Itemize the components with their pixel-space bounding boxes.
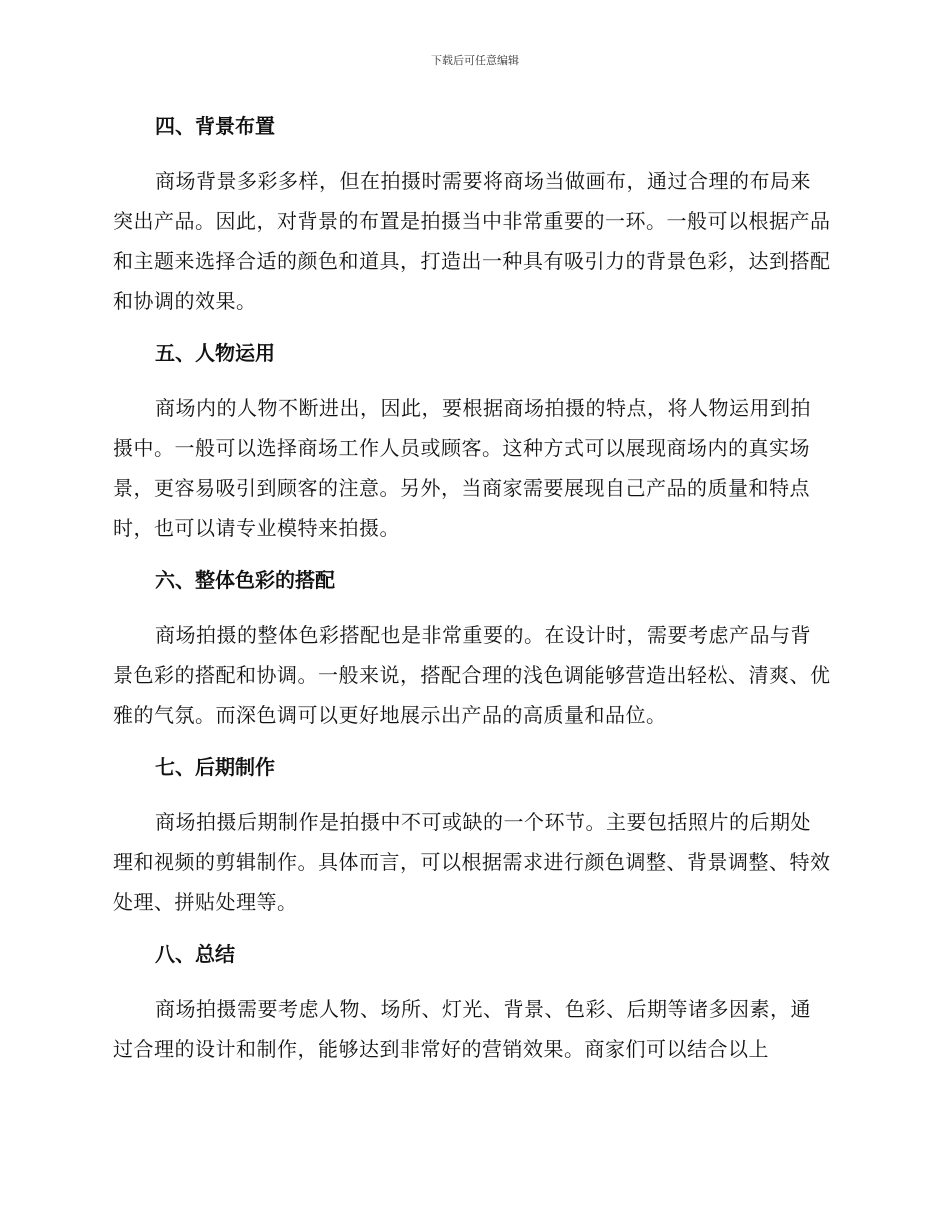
section-summary: [113, 934, 831, 1069]
section-paragraph: 商场拍摄的整体色彩搭配也是非常重要的。在设计时，需要考虑产品与背景色彩的搭配和协调。一般来说，搭配合理的浅色调能够营造出轻松、清爽、优雅的气氛。而深色调可以更好地展示出产品的高质量和品位。: [113, 623, 831, 727]
section-paragraph: 商场内的人物不断进出，因此，要根据商场拍摄的特点，将人物运用到拍摄中。一般可以选择商场工作人员或顾客。这种方式可以展现商场内的真实场景，更容易吸引到顾客的注意。另外，当商家需要展现自己产品的质量和特点时，也可以请专业模特来拍摄。: [113, 396, 811, 540]
section-heading: 四、背景布置: [155, 114, 275, 138]
section-postproduction: [113, 747, 831, 934]
section-heading: 五、人物运用: [155, 341, 275, 365]
section-heading: 八、总结: [155, 942, 235, 966]
section-paragraph: 商场拍摄需要考虑人物、场所、灯光、背景、色彩、后期等诸多因素，通过合理的设计和制作，能够达到非常好的营销效果。商家们可以结合以上: [113, 997, 811, 1061]
section-heading: 七、后期制作: [155, 755, 275, 779]
document-body: [113, 106, 831, 1069]
section-paragraph: 商场拍摄后期制作是拍摄中不可或缺的一个环节。主要包括照片的后期处理和视频的剪辑制作。具体而言，可以根据需求进行颜色调整、背景调整、特效处理、拼贴处理等。: [113, 810, 831, 914]
section-paragraph: 商场背景多彩多样，但在拍摄时需要将商场当做画布，通过合理的布局来突出产品。因此，对背景的布置是拍摄当中非常重要的一环。一般可以根据产品和主题来选择合适的颜色和道具，打造出一种具有吸引力的背景色彩，达到搭配和协调的效果。: [113, 169, 831, 313]
section-background: [113, 106, 831, 333]
section-heading: 六、整体色彩的搭配: [155, 568, 335, 592]
section-people: [113, 333, 831, 560]
page-header: 下载后可任意编辑: [431, 54, 519, 67]
section-color: [113, 560, 831, 747]
